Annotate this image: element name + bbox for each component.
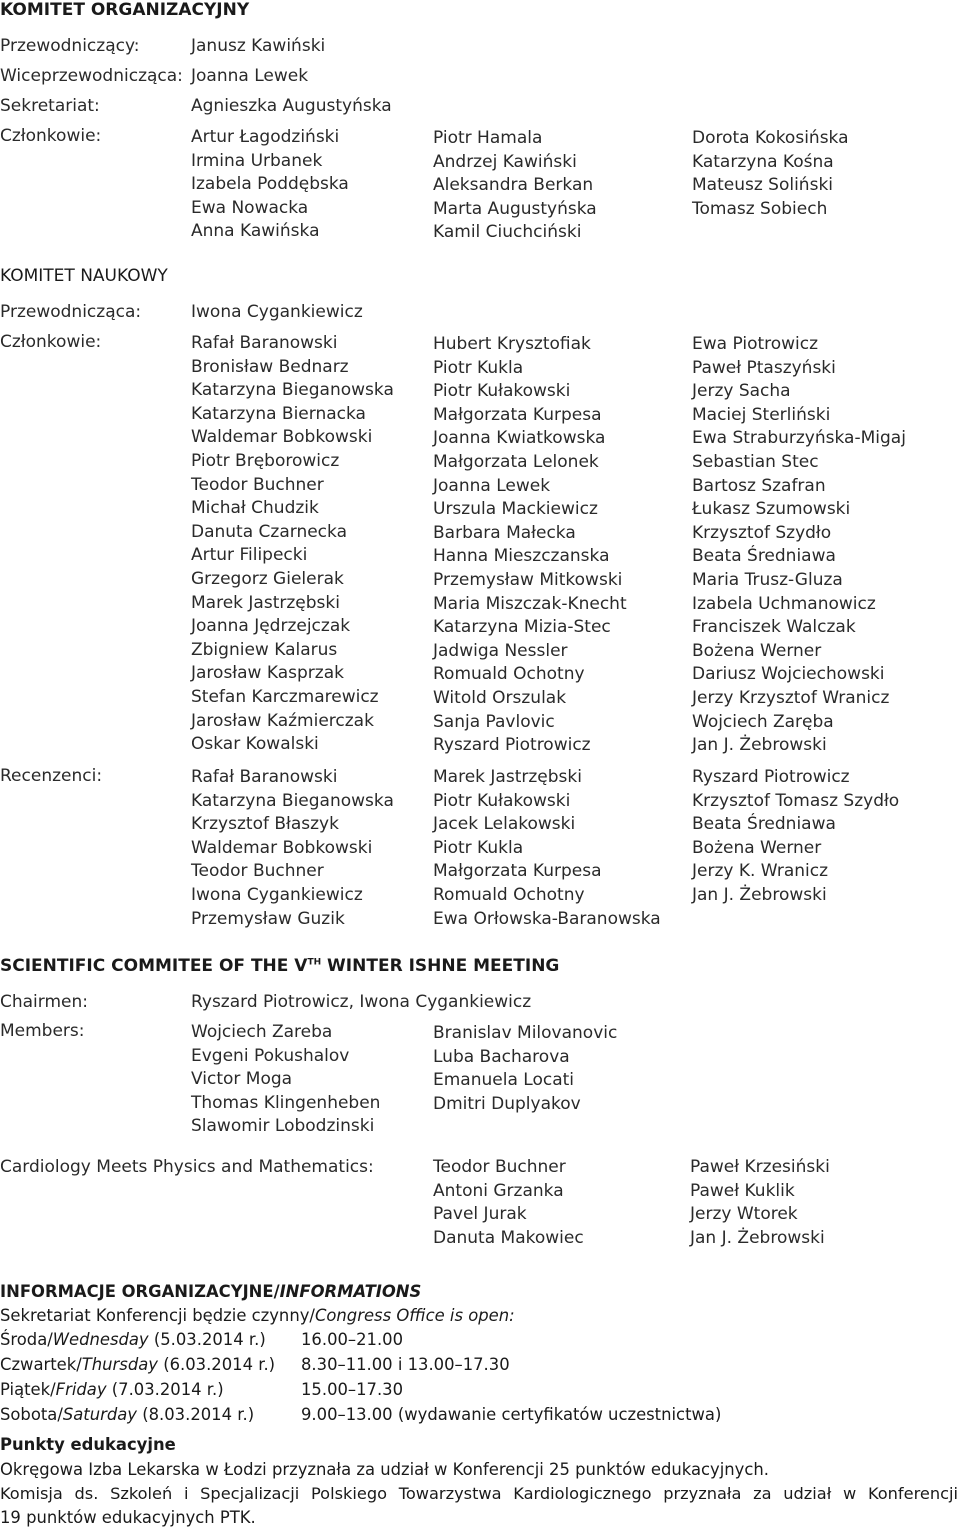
day-row: [0, 1405, 254, 1424]
list-item: Tomasz Sobiech: [692, 198, 828, 219]
list-item: Piotr Bręborowicz: [191, 450, 340, 471]
list-item: Łukasz Szumowski: [692, 499, 851, 520]
list-item: Bronisław Bednarz: [191, 356, 349, 377]
list-item: Rafał Baranowski: [191, 333, 338, 353]
list-item: Zbigniew Kalarus: [191, 639, 338, 660]
list-item: Krzysztof Błaszyk: [191, 814, 339, 835]
org-members-col-3: [692, 127, 849, 221]
list-item: Victor Moga: [191, 1069, 293, 1090]
sci-members-col-2: [433, 333, 627, 758]
ishne-title: [0, 956, 559, 976]
list-item: Maria Trusz-Gluza: [692, 569, 843, 590]
list-item: Maciej Sterliński: [692, 404, 831, 425]
list-item: Aleksandra Berkan: [433, 175, 594, 196]
list-item: Dorota Kokosińska: [692, 128, 849, 148]
list-item: Romuald Ochotny: [433, 884, 585, 905]
list-item: Małgorzata Kurpesa: [433, 404, 602, 425]
list-item: Beata Średniawa: [692, 546, 836, 567]
points-line-2: Komisja ds. Szkoleń i Specjalizacji Polskiego Towarzystwa Kardiologicznego przyznała za udział w Konferencji: [0, 1484, 958, 1503]
list-item: Antoni Grzanka: [433, 1180, 564, 1201]
ishne-title-sup: TH: [307, 957, 322, 968]
day-pl: Środa/: [0, 1330, 53, 1349]
list-item: Rafał Baranowski: [191, 767, 338, 787]
day-date: (6.03.2014 r.): [157, 1355, 276, 1374]
org-vice-label: Wiceprzewodnicząca:: [0, 66, 183, 86]
list-item: Bartosz Szafran: [692, 475, 826, 496]
list-item: Barbara Małecka: [433, 522, 576, 543]
cmpm-col-1: [433, 1156, 584, 1250]
day-date: (8.03.2014 r.): [137, 1405, 255, 1424]
list-item: Przemysław Mitkowski: [433, 569, 623, 590]
list-item: Ryszard Piotrowicz: [692, 767, 850, 787]
list-item: Piotr Hamala: [433, 128, 543, 148]
day-row: [0, 1330, 266, 1349]
list-item: Teodor Buchner: [191, 861, 324, 882]
list-item: Jacek Lelakowski: [433, 814, 576, 835]
list-item: Luba Bacharova: [433, 1046, 570, 1067]
ishne-title-main: SCIENTIFIC COMMITEE OF THE V: [0, 956, 308, 976]
list-item: Waldemar Bobkowski: [191, 837, 373, 858]
list-item: Wojciech Zaręba: [692, 711, 834, 732]
list-item: Izabela Uchmanowicz: [692, 593, 876, 614]
points-line-3: 19 punktów edukacyjnych PTK.: [0, 1508, 256, 1527]
list-item: Danuta Makowiec: [433, 1227, 584, 1248]
day-en: Friday: [55, 1380, 107, 1399]
list-item: Katarzyna Mizia-Stec: [433, 617, 611, 638]
list-item: Maria Miszczak-Knecht: [433, 593, 627, 614]
list-item: Jadwiga Nessler: [433, 640, 568, 661]
org-chair: Janusz Kawiński: [191, 36, 326, 56]
list-item: Sebastian Stec: [692, 451, 819, 472]
day-pl: Piątek/: [0, 1380, 56, 1399]
list-item: Artur Filipecki: [191, 545, 308, 566]
day-row: [0, 1355, 275, 1374]
day-date: (7.03.2014 r.): [106, 1380, 224, 1399]
org-title: KOMITET ORGANIZACYJNY: [0, 0, 250, 20]
list-item: Danuta Czarnecka: [191, 521, 347, 542]
list-item: Jerzy Sacha: [692, 381, 791, 402]
list-item: Katarzyna Bieganowska: [191, 380, 394, 401]
list-item: Piotr Kukla: [433, 837, 524, 858]
day-en: Saturday: [62, 1405, 138, 1424]
list-item: Jan J. Żebrowski: [690, 1227, 825, 1248]
list-item: Teodor Buchner: [433, 1157, 566, 1177]
list-item: Krzysztof Szydło: [692, 522, 832, 543]
list-item: Wojciech Zareba: [191, 1022, 333, 1042]
org-sec-label: Sekretariat:: [0, 96, 100, 116]
sci-members-col-3: [692, 333, 906, 758]
list-item: Jarosław Kasprzak: [191, 663, 344, 684]
list-item: Dmitri Duplyakov: [433, 1093, 581, 1114]
list-item: Slawomir Lobodzinski: [191, 1116, 375, 1137]
reviewers-label: Recenzenci:: [0, 766, 103, 786]
list-item: Stefan Karczmarewicz: [191, 686, 379, 707]
list-item: Kamil Ciuchciński: [433, 222, 582, 243]
list-item: Przemysław Guzik: [191, 908, 345, 929]
list-item: Katarzyna Bieganowska: [191, 790, 394, 811]
day-pl: Czwartek/: [0, 1355, 82, 1374]
info-title: [0, 1282, 421, 1301]
ishne-chair: Ryszard Piotrowicz, Iwona Cygankiewicz: [191, 992, 532, 1012]
office-intro-pl: Sekretariat Konferencji będzie czynny/: [0, 1306, 315, 1325]
list-item: Piotr Kukla: [433, 357, 524, 378]
ishne-members-col-2: [433, 1022, 617, 1116]
list-item: Ewa Piotrowicz: [692, 334, 819, 354]
sci-members-label: Członkowie:: [0, 332, 102, 352]
list-item: Teodor Buchner: [191, 474, 324, 495]
office-hours-intro: [0, 1306, 515, 1325]
list-item: Andrzej Kawiński: [433, 151, 577, 172]
sci-chair: Iwona Cygankiewicz: [191, 302, 363, 322]
day-row: [0, 1380, 224, 1399]
list-item: Beata Średniawa: [692, 814, 836, 835]
list-item: Marek Jastrzębski: [433, 767, 582, 787]
info-title-pl: INFORMACJE ORGANIZACYJNE/: [0, 1282, 280, 1301]
ishne-chair-label: Chairmen:: [0, 992, 88, 1012]
list-item: Thomas Klingenheben: [191, 1092, 381, 1113]
org-members-col-2: [433, 127, 597, 245]
list-item: Piotr Kułakowski: [433, 790, 571, 811]
list-item: Grzegorz Gielerak: [191, 568, 344, 589]
list-item: Joanna Jędrzejczak: [191, 616, 351, 637]
list-item: Ewa Straburzyńska-Migaj: [692, 428, 906, 449]
list-item: Marek Jastrzębski: [191, 592, 340, 613]
list-item: Anna Kawińska: [191, 221, 320, 242]
day-pl: Sobota/: [0, 1405, 63, 1424]
list-item: Franciszek Walczak: [692, 617, 856, 638]
sci-chair-label: Przewodnicząca:: [0, 302, 142, 322]
list-item: Romuald Ochotny: [433, 664, 585, 685]
day-en: Thursday: [81, 1355, 158, 1374]
list-item: Jerzy Krzysztof Wranicz: [692, 687, 890, 708]
office-intro-en: Congress Office is open:: [314, 1306, 515, 1325]
reviewers-col-3: [692, 766, 899, 908]
org-chair-label: Przewodniczący:: [0, 36, 140, 56]
list-item: Jerzy Wtorek: [690, 1204, 798, 1225]
list-item: Małgorzata Lelonek: [433, 451, 599, 472]
list-item: Artur Łagodziński: [191, 127, 340, 147]
list-item: Jarosław Kaźmierczak: [191, 710, 374, 731]
ishne-members-label: Members:: [0, 1021, 85, 1041]
day-time: 15.00–17.30: [301, 1380, 404, 1399]
list-item: Irmina Urbanek: [191, 150, 323, 171]
list-item: Izabela Poddębska: [191, 174, 349, 195]
list-item: Ewa Nowacka: [191, 197, 309, 218]
list-item: Ryszard Piotrowicz: [433, 735, 591, 756]
ishne-members-col-1: [191, 1021, 380, 1139]
points-line-1: Okręgowa Izba Lekarska w Łodzi przyznała za udział w Konferencji 25 punktów edukacyjnych.: [0, 1460, 769, 1479]
org-members-label: Członkowie:: [0, 126, 102, 146]
list-item: Dariusz Wojciechowski: [692, 664, 885, 685]
list-item: Piotr Kułakowski: [433, 381, 571, 402]
day-time: 9.00–13.00 (wydawanie certyfikatów uczestnictwa): [301, 1405, 722, 1424]
list-item: Katarzyna Biernacka: [191, 403, 366, 424]
list-item: Paweł Krzesiński: [690, 1157, 830, 1177]
org-vice: Joanna Lewek: [191, 66, 309, 86]
org-sec: Agnieszka Augustyńska: [191, 96, 392, 116]
list-item: Oskar Kowalski: [191, 734, 319, 755]
list-item: Joanna Kwiatkowska: [433, 428, 606, 449]
list-item: Michał Chudzik: [191, 498, 319, 519]
list-item: Branislav Milovanovic: [433, 1023, 618, 1043]
reviewers-col-1: [191, 766, 394, 931]
list-item: Emanuela Locati: [433, 1070, 574, 1091]
reviewers-col-2: [433, 766, 661, 931]
day-date: (5.03.2014 r.): [148, 1330, 266, 1349]
list-item: Jerzy K. Wranicz: [692, 861, 829, 882]
list-item: Krzysztof Tomasz Szydło: [692, 790, 900, 811]
list-item: Waldemar Bobkowski: [191, 427, 373, 448]
list-item: Witold Orszulak: [433, 687, 567, 708]
cmpm-col-2: [690, 1156, 830, 1250]
org-members-col-1: [191, 126, 349, 244]
list-item: Evgeni Pokushalov: [191, 1045, 350, 1066]
list-item: Jan J. Żebrowski: [692, 884, 827, 905]
list-item: Joanna Lewek: [433, 475, 551, 496]
cmpm-label: Cardiology Meets Physics and Mathematics:: [0, 1157, 374, 1177]
list-item: Paweł Ptaszyński: [692, 357, 836, 378]
list-item: Sanja Pavlovic: [433, 711, 555, 732]
sci-members-col-1: [191, 332, 394, 757]
list-item: Jan J. Żebrowski: [692, 735, 827, 756]
day-time: 16.00–21.00: [301, 1330, 404, 1349]
list-item: Katarzyna Kośna: [692, 151, 834, 172]
list-item: Paweł Kuklik: [690, 1180, 795, 1201]
list-item: Ewa Orłowska-Baranowska: [433, 908, 661, 929]
list-item: Pavel Jurak: [433, 1204, 527, 1225]
day-en: Wednesday: [52, 1330, 149, 1349]
day-time: 8.30–11.00 i 13.00–17.30: [301, 1355, 510, 1374]
list-item: Urszula Mackiewicz: [433, 499, 598, 520]
info-title-en: INFORMATIONS: [279, 1282, 422, 1301]
points-title: Punkty edukacyjne: [0, 1435, 176, 1454]
list-item: Mateusz Soliński: [692, 175, 834, 196]
list-item: Bożena Werner: [692, 837, 822, 858]
list-item: Hanna Mieszczanska: [433, 546, 610, 567]
list-item: Marta Augustyńska: [433, 198, 597, 219]
list-item: Małgorzata Kurpesa: [433, 861, 602, 882]
ishne-title-rest: WINTER ISHNE MEETING: [321, 956, 560, 976]
list-item: Iwona Cygankiewicz: [191, 884, 363, 905]
sci-title: KOMITET NAUKOWY: [0, 266, 168, 286]
list-item: Hubert Krysztofiak: [433, 334, 591, 354]
list-item: Bożena Werner: [692, 640, 822, 661]
